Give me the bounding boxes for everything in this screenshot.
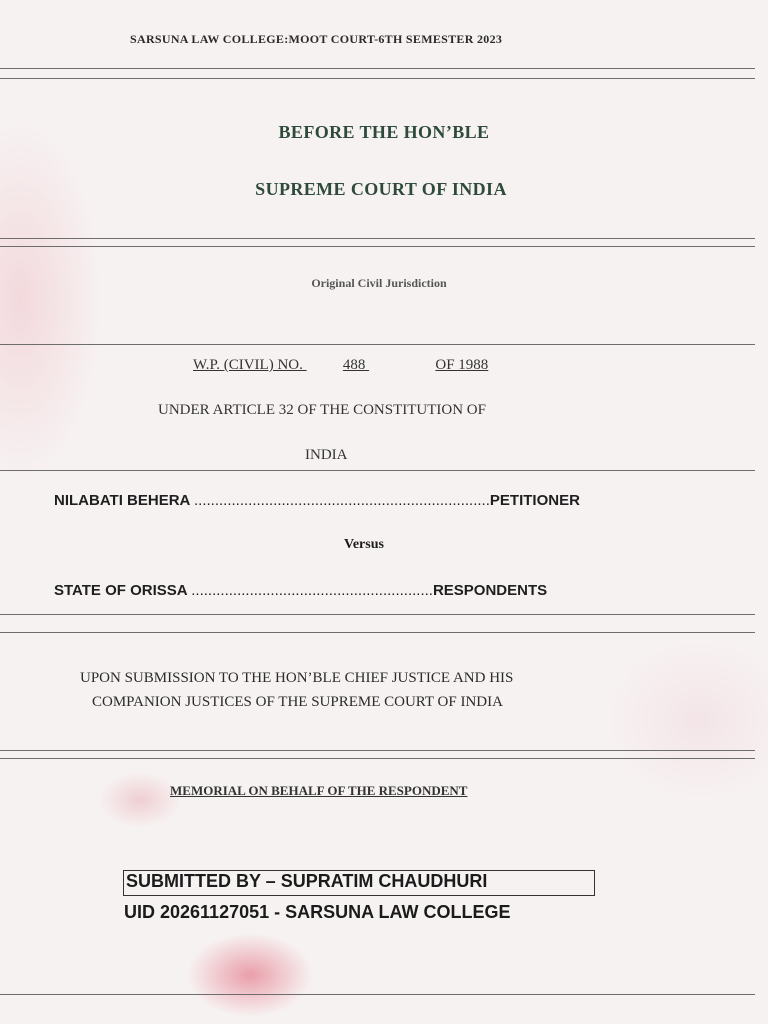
submitted-by: SUBMITTED BY – SUPRATIM CHAUDHURI bbox=[126, 871, 488, 891]
article-line1: UNDER ARTICLE 32 OF THE CONSTITUTION OF bbox=[158, 402, 486, 418]
divider-top-2 bbox=[0, 78, 755, 79]
respondent-dots: .......................................................... bbox=[191, 582, 433, 599]
respondent-name: STATE OF ORISSA bbox=[54, 582, 188, 599]
respondent-role: RESPONDENTS bbox=[432, 582, 548, 599]
article-line2: INDIA bbox=[305, 447, 348, 463]
petitioner-name: NILABATI BEHERA bbox=[54, 492, 190, 509]
memorial-title: MEMORIAL ON BEHALF OF THE RESPONDENT bbox=[170, 783, 468, 798]
petition-number-line bbox=[193, 357, 488, 374]
divider-bottom bbox=[0, 994, 755, 995]
jurisdiction-label: Original Civil Jurisdiction bbox=[311, 276, 447, 290]
petitioner-role: PETITIONER bbox=[489, 492, 580, 509]
versus-label: Versus bbox=[344, 537, 384, 552]
divider-court-2 bbox=[0, 246, 755, 247]
submission-line2: COMPANION JUSTICES OF THE SUPREME COURT OF INDIA bbox=[92, 694, 503, 710]
submission-line1: UPON SUBMISSION TO THE HON’BLE CHIEF JUSTICE AND HIS bbox=[80, 670, 514, 686]
petition-number: 488 bbox=[342, 357, 366, 373]
petitioner-dots: ....................................................................... bbox=[194, 492, 490, 509]
college-header: SARSUNA LAW COLLEGE:MOOT COURT-6TH SEMESTER 2023 bbox=[130, 32, 503, 46]
divider-top bbox=[0, 68, 755, 69]
respondent-line bbox=[54, 582, 547, 599]
petitioner-line bbox=[54, 492, 580, 509]
divider-article bbox=[0, 470, 755, 471]
divider-jurisdiction bbox=[0, 344, 755, 345]
divider-parties-2 bbox=[0, 632, 755, 633]
court-title-line1: BEFORE THE HON’BLE bbox=[278, 122, 490, 142]
petition-prefix: W.P. (CIVIL) NO. bbox=[193, 357, 303, 373]
uid-line: UID 20261127051 - SARSUNA LAW COLLEGE bbox=[124, 902, 511, 922]
divider-court bbox=[0, 238, 755, 239]
court-title-line2: SUPREME COURT OF INDIA bbox=[255, 179, 507, 199]
divider-submission-2 bbox=[0, 758, 755, 759]
divider-parties bbox=[0, 614, 755, 615]
divider-submission bbox=[0, 750, 755, 751]
petition-year: OF 1988 bbox=[435, 357, 489, 373]
